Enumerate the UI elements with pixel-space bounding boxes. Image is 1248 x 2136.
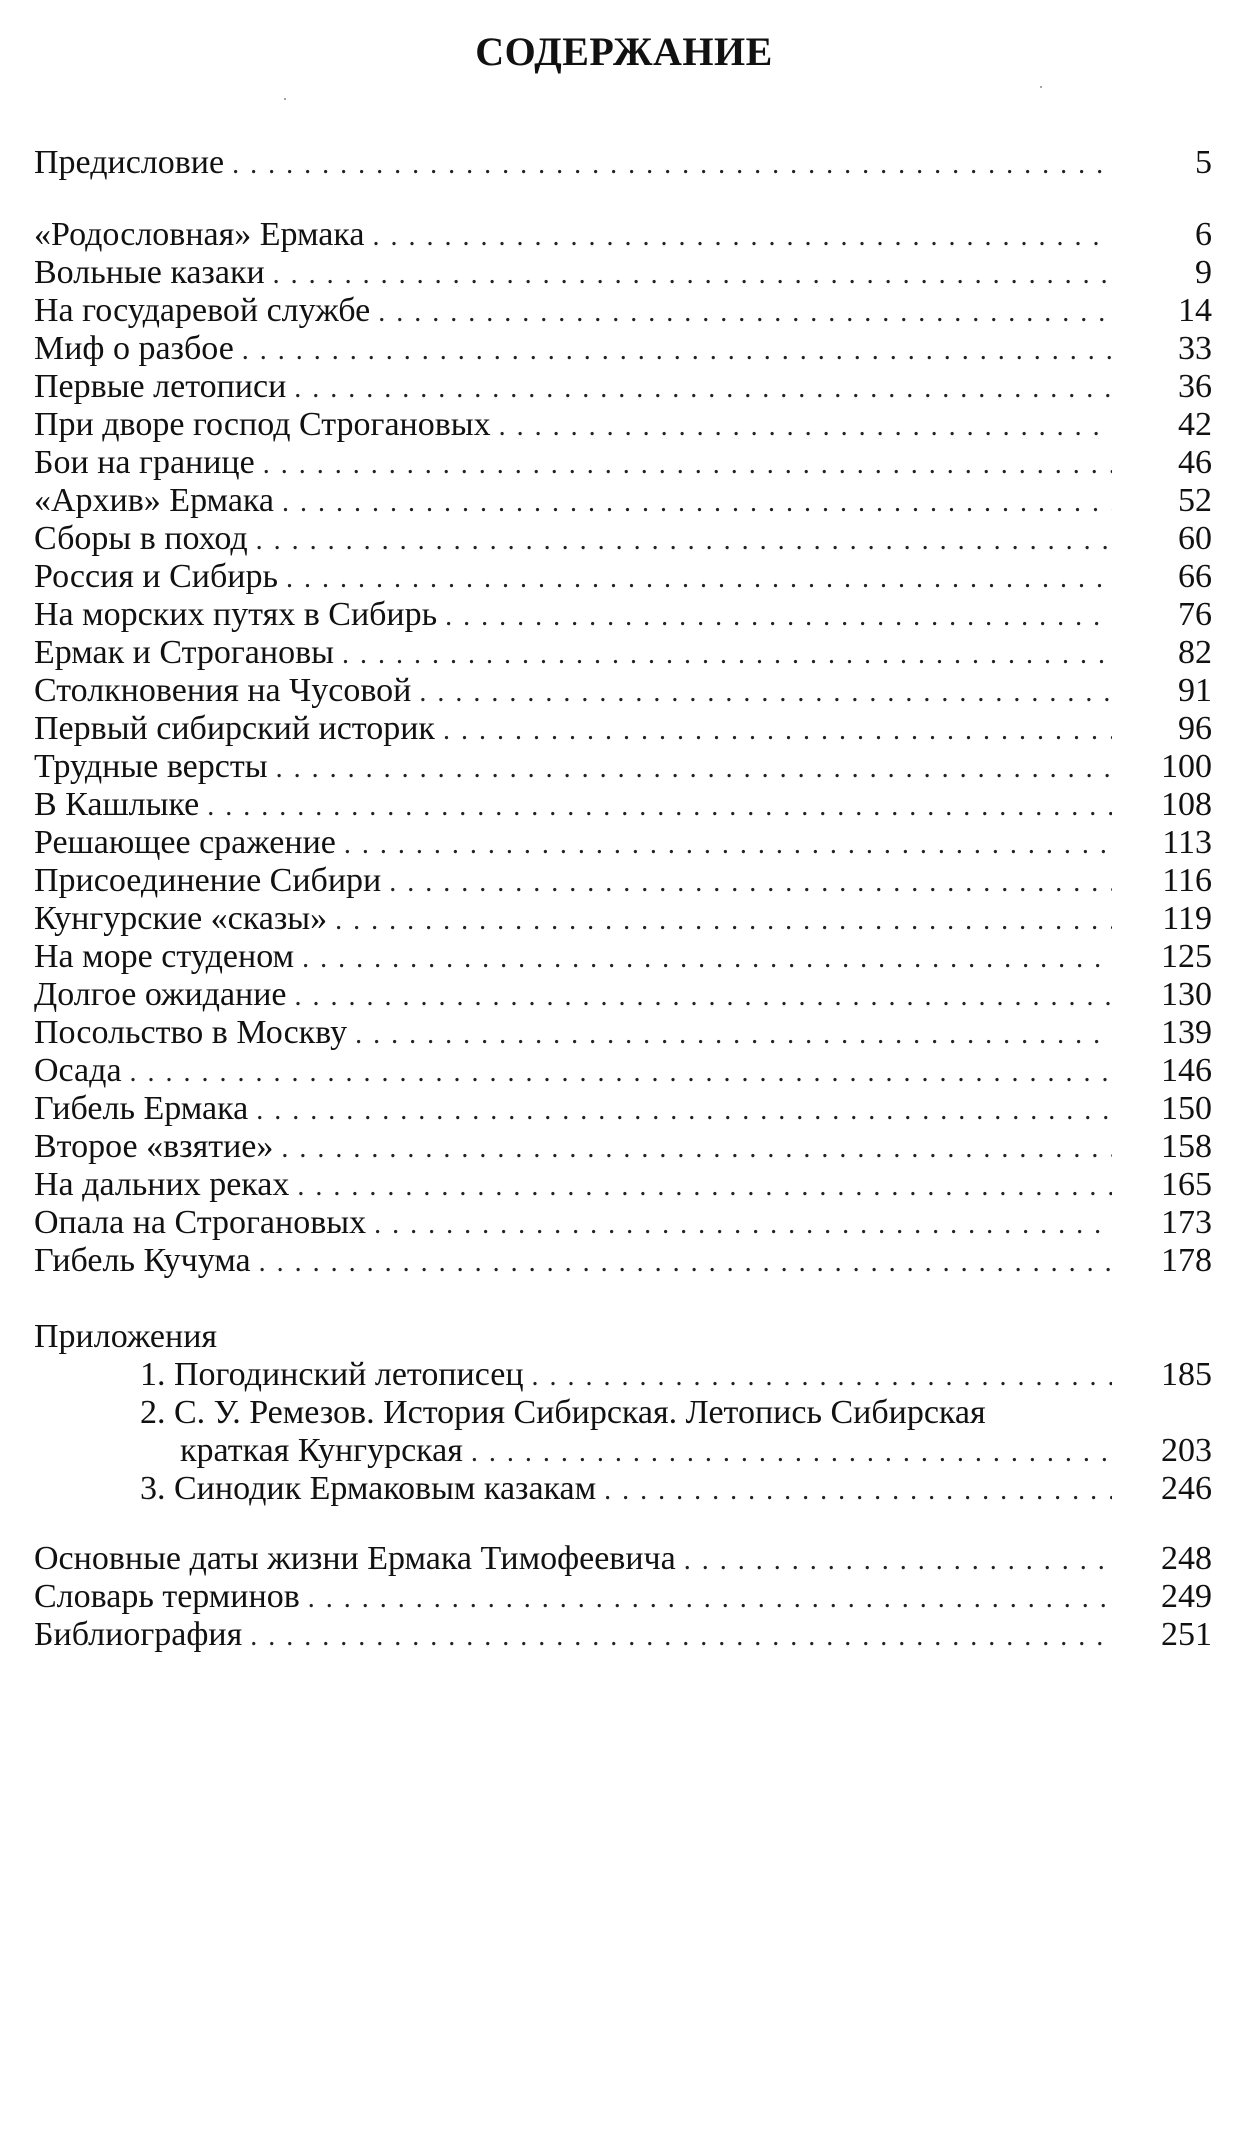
appendices-heading: Приложения — [34, 1318, 218, 1355]
entry-page: 185 — [1161, 1356, 1212, 1393]
entry-title: Россия и Сибирь — [34, 558, 278, 595]
dot-leader — [232, 146, 1112, 184]
dot-leader — [308, 1580, 1112, 1618]
toc-entry[interactable] — [34, 1242, 1212, 1280]
entry-page: 116 — [1162, 862, 1212, 899]
toc-entry[interactable] — [34, 672, 1212, 710]
toc-entry[interactable] — [34, 862, 1212, 900]
entry-title: «Родословная» Ермака — [34, 216, 365, 253]
entry-page: 119 — [1162, 900, 1212, 937]
entry-page: 60 — [1178, 520, 1212, 557]
entry-page: 113 — [1162, 824, 1212, 861]
dot-leader — [344, 826, 1112, 864]
chapter-list — [34, 216, 1212, 1280]
dot-leader — [604, 1472, 1112, 1510]
toc-entry[interactable] — [34, 748, 1212, 786]
entry-title-line: 2. С. У. Ремезов. История Сибирская. Летопись Сибирская — [140, 1394, 986, 1431]
entry-page: 173 — [1161, 1204, 1212, 1241]
entry-page: 249 — [1161, 1578, 1212, 1615]
toc-entry[interactable] — [34, 330, 1212, 368]
backmatter-list — [34, 1540, 1212, 1654]
toc-entry[interactable] — [34, 976, 1212, 1014]
scan-speck — [284, 98, 286, 100]
entry-title: Присоединение Сибири — [34, 862, 382, 899]
dot-leader — [207, 788, 1112, 826]
dot-leader — [471, 1434, 1112, 1472]
dot-leader — [378, 294, 1112, 332]
toc-entry[interactable] — [34, 596, 1212, 634]
dot-leader — [263, 446, 1112, 484]
entry-page: 14 — [1178, 292, 1212, 329]
dot-leader — [445, 598, 1112, 636]
entry-title: краткая Кунгурская — [180, 1432, 463, 1469]
toc-entry[interactable] — [34, 1166, 1212, 1204]
toc-entry[interactable] — [34, 900, 1212, 938]
entry-page: 150 — [1161, 1090, 1212, 1127]
entry-title: 1. Погодинский летописец — [140, 1356, 524, 1393]
dot-leader — [295, 978, 1112, 1016]
entry-page: 203 — [1161, 1432, 1212, 1469]
entry-title: Первые летописи — [34, 368, 287, 405]
entry-title: Гибель Ермака — [34, 1090, 249, 1127]
entry-page: 165 — [1161, 1166, 1212, 1203]
toc-entry[interactable] — [34, 444, 1212, 482]
dot-leader — [335, 902, 1112, 940]
entry-title: Вольные казаки — [34, 254, 265, 291]
entry-page: 130 — [1161, 976, 1212, 1013]
dot-leader — [281, 1130, 1112, 1168]
dot-leader — [443, 712, 1112, 750]
entry-title: Осада — [34, 1052, 122, 1089]
toc-entry[interactable] — [34, 254, 1212, 292]
entry-title: Посольство в Москву — [34, 1014, 348, 1051]
preface-entry[interactable] — [34, 144, 1212, 182]
toc-entry[interactable] — [34, 368, 1212, 406]
entry-page: 125 — [1161, 938, 1212, 975]
toc-entry[interactable] — [34, 710, 1212, 748]
entry-page: 76 — [1178, 596, 1212, 633]
entry-title: Первый сибирский историк — [34, 710, 435, 747]
toc-entry[interactable] — [34, 406, 1212, 444]
dot-leader — [297, 1168, 1112, 1206]
entry-title: Решающее сражение — [34, 824, 336, 861]
entry-title: На дальних реках — [34, 1166, 290, 1203]
toc-entry[interactable] — [34, 938, 1212, 976]
entry-title: Гибель Кучума — [34, 1242, 251, 1279]
entry-title: Предисловие — [34, 144, 225, 181]
entry-title: Столкновения на Чусовой — [34, 672, 412, 709]
toc-entry[interactable] — [34, 1128, 1212, 1166]
entry-title: Словарь терминов — [34, 1578, 300, 1615]
toc-entry[interactable] — [34, 1014, 1212, 1052]
dot-leader — [259, 1244, 1112, 1282]
toc-entry[interactable] — [34, 1540, 1212, 1578]
dot-leader — [250, 1618, 1112, 1656]
entry-page: 139 — [1161, 1014, 1212, 1051]
toc-entry[interactable] — [34, 216, 1212, 254]
toc-entry[interactable] — [34, 1052, 1212, 1090]
dot-leader — [374, 1206, 1112, 1244]
appendix-entry[interactable] — [140, 1356, 1212, 1394]
toc-entry[interactable] — [34, 1204, 1212, 1242]
entry-page: 146 — [1161, 1052, 1212, 1089]
page-title: СОДЕРЖАНИЕ — [475, 29, 773, 74]
dot-leader — [419, 674, 1112, 712]
entry-page: 33 — [1178, 330, 1212, 367]
entry-title: Трудные версты — [34, 748, 268, 785]
dot-leader — [355, 1016, 1112, 1054]
dot-leader — [282, 484, 1112, 522]
entry-title: Миф о разбое — [34, 330, 234, 367]
entry-page: 100 — [1161, 748, 1212, 785]
entry-title: В Кашлыке — [34, 786, 200, 823]
toc-entry[interactable] — [34, 786, 1212, 824]
appendix-list — [34, 1356, 1212, 1508]
entry-page: 246 — [1161, 1470, 1212, 1507]
entry-title: Бои на границе — [34, 444, 255, 481]
dot-leader — [684, 1542, 1112, 1580]
entry-title: Сборы в поход — [34, 520, 248, 557]
entry-page: 9 — [1195, 254, 1212, 291]
entry-page: 96 — [1178, 710, 1212, 747]
entry-page: 66 — [1178, 558, 1212, 595]
entry-page: 52 — [1178, 482, 1212, 519]
entry-title: Ермак и Строгановы — [34, 634, 334, 671]
entry-title: На государевой службе — [34, 292, 371, 329]
dot-leader — [130, 1054, 1112, 1092]
toc-entry[interactable] — [34, 824, 1212, 862]
entry-page: 178 — [1161, 1242, 1212, 1279]
entry-title: На морских путях в Сибирь — [34, 596, 438, 633]
entry-page: 5 — [1195, 144, 1212, 181]
dot-leader — [242, 332, 1112, 370]
dot-leader — [273, 256, 1112, 294]
entry-title: Библиография — [34, 1616, 243, 1653]
dot-leader — [342, 636, 1112, 674]
toc-entry[interactable] — [34, 634, 1212, 672]
dot-leader — [256, 522, 1112, 560]
appendices-section — [34, 1318, 1212, 1508]
toc-entry[interactable] — [34, 558, 1212, 596]
toc-entry[interactable] — [34, 520, 1212, 558]
entry-page: 248 — [1161, 1540, 1212, 1577]
entry-title: 3. Синодик Ермаковым казакам — [140, 1470, 597, 1507]
entry-title: Долгое ожидание — [34, 976, 287, 1013]
toc-entry[interactable] — [34, 1616, 1212, 1654]
scan-speck — [1040, 86, 1042, 88]
entry-page: 46 — [1178, 444, 1212, 481]
entry-title: При дворе господ Строгановых — [34, 406, 491, 443]
dot-leader — [499, 408, 1112, 446]
entry-page: 91 — [1178, 672, 1212, 709]
entry-page: 158 — [1161, 1128, 1212, 1165]
entry-page: 6 — [1195, 216, 1212, 253]
appendix-entry[interactable] — [140, 1470, 1212, 1508]
entry-page: 42 — [1178, 406, 1212, 443]
entry-title: Второе «взятие» — [34, 1128, 274, 1165]
entry-page: 251 — [1161, 1616, 1212, 1653]
entry-page: 82 — [1178, 634, 1212, 671]
entry-title: На море студеном — [34, 938, 295, 975]
dot-leader — [389, 864, 1112, 902]
appendix-entry[interactable] — [140, 1394, 1212, 1470]
entry-page: 108 — [1161, 786, 1212, 823]
entry-title: Основные даты жизни Ермака Тимофеевича — [34, 1540, 676, 1577]
toc-entry[interactable] — [34, 1578, 1212, 1616]
dot-leader — [276, 750, 1112, 788]
entry-page: 36 — [1178, 368, 1212, 405]
dot-leader — [286, 560, 1112, 598]
entry-title: Кунгурские «сказы» — [34, 900, 328, 937]
entry-title: «Архив» Ермака — [34, 482, 275, 519]
dot-leader — [302, 940, 1112, 978]
toc-entry[interactable] — [34, 292, 1212, 330]
dot-leader — [294, 370, 1112, 408]
toc-entry[interactable] — [34, 1090, 1212, 1128]
dot-leader — [373, 218, 1113, 256]
dot-leader — [532, 1358, 1112, 1396]
entry-title: Опала на Строгановых — [34, 1204, 367, 1241]
dot-leader — [256, 1092, 1112, 1130]
toc-entry[interactable] — [34, 482, 1212, 520]
